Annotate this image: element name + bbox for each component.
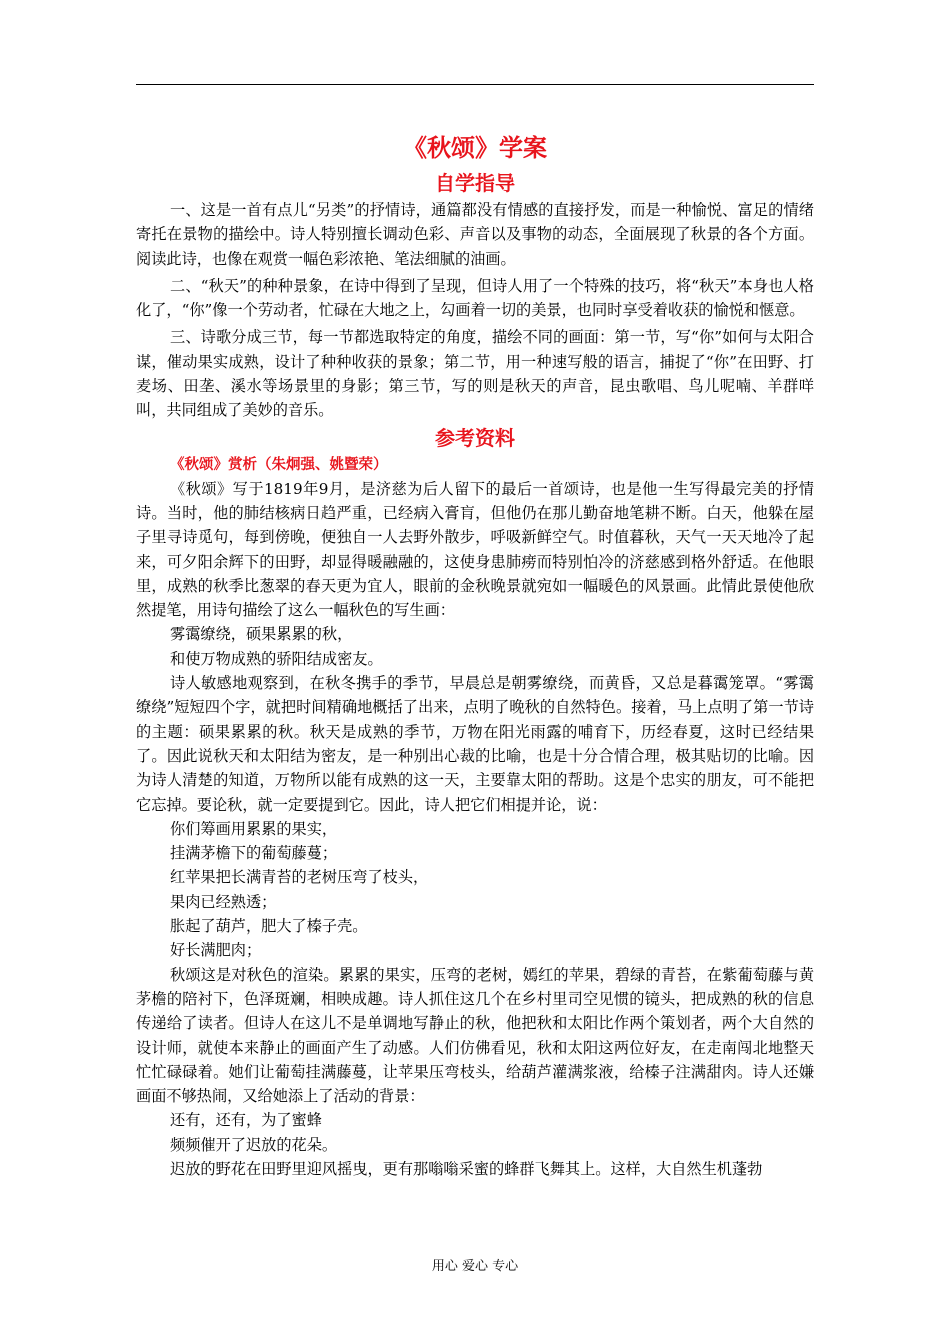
section-heading-guide: 自学指导: [435, 171, 515, 195]
verse-line: 和使万物成熟的骄阳结成密友。: [170, 649, 383, 668]
verse-line: 红苹果把长满青苔的老树压弯了枝头，: [170, 868, 429, 887]
verse-line: 频频催开了迟放的花朵。: [170, 1135, 338, 1154]
verse-line: 果肉已经熟透；: [170, 892, 277, 911]
verse-line: 你们筹画用累累的果实，: [170, 819, 338, 838]
reference-subtitle: 《秋颂》赏析（朱炯强、姚暨荣）: [170, 455, 388, 473]
verse-line: 好长满肥肉；: [170, 941, 262, 960]
guide-paragraph-2: 二、“秋天”的种种景象，在诗中得到了呈现，但诗人用了一个特殊的技巧，将“秋天”本身也人格化了，“你”像一个劳动者，忙碌在大地之上，勾画着一切的美景，也同时享受着收获的愉悦和惬意。: [136, 276, 814, 320]
guide-paragraph-1: 一、这是一首有点儿“另类”的抒情诗，通篇都没有情感的直接抒发，而是一种愉悦、富足的情绪寄托在景物的描绘中。诗人特别擅长调动色彩、声音以及事物的动态，全面展现了秋景的各个方面。阅读此诗，也像在观赏一幅色彩浓艳、笔法细腻的油画。: [136, 201, 814, 268]
document-title: 《秋颂》学案: [403, 134, 547, 162]
verse-line: 雾霭缭绕，硕果累累的秋，: [170, 625, 353, 644]
reference-paragraph-1: 《秋颂》写于1819年9月，是济慈为后人留下的最后一首颂诗，也是他一生写得最完美的抒情诗。当时，他的肺结核病日趋严重，已经病入膏肓，但他仍在那儿勤奋地笔耕不断。白天，他躲在屋子里寻诗觅句，每到傍晚，便独自一人去野外散步，呼吸新鲜空气。时值暮秋，天气一天天地冷了起来，可夕阳余辉下的田野，却显得暖融融的，这使身患肺痨而特别怕冷的济慈感到格外舒适。在他眼里，成熟的秋季比葱翠的春天更为宜人，眼前的金秋晚景就宛如一幅暖色的风景画。此情此景使他欣然提笔，用诗句描绘了这么一幅秋色的写生画：: [136, 479, 814, 620]
reference-paragraph-3: 秋颂这是对秋色的渲染。累累的果实，压弯的老树，嫣红的苹果，碧绿的青苔，在紫葡萄藤与黄茅檐的陪衬下，色泽斑斓，相映成趣。诗人抓住这几个在乡村里司空见惯的镜头，把成熟的秋的信息传递给了读者。但诗人在这儿不是单调地写静止的秋，他把秋和太阳比作两个策划者，两个大自然的设计师，就使本来静止的画面产生了动感。人们仿佛看见，秋和太阳这两位好友，在走南闯北地整天忙忙碌碌着。她们让葡萄挂满藤蔓，让苹果压弯枝头，给葫芦灌满浆液，给榛子注满甜肉。诗人还嫌画面不够热闹，又给她添上了活动的背景：: [136, 965, 814, 1106]
page-footer: 用心 爱心 专心: [431, 1259, 519, 1274]
verse-line: 还有，还有，为了蜜蜂: [170, 1111, 322, 1130]
verse-line: 挂满茅檐下的葡萄藤蔓；: [170, 844, 338, 863]
document-body: [136, 128, 814, 1181]
guide-paragraph-3: 三、诗歌分成三节，每一节都选取特定的角度，描绘不同的画面：第一节，写“你”如何与太阳合谋，催动果实成熟，设计了种种收获的景象；第二节，用一种速写般的语言，捕捉了“你”在田野、打麦场、田垄、溪水等场景里的身影；第三节，写的则是秋天的声音，昆虫歌唱、鸟儿呢喃、羊群咩叫，共同组成了美妙的音乐。: [136, 328, 814, 420]
header-rule: [136, 84, 814, 85]
verse-line: 胀起了葫芦，肥大了榛子壳。: [170, 917, 368, 936]
section-heading-reference: 参考资料: [435, 425, 515, 450]
reference-paragraph-4: 迟放的野花在田野里迎风摇曳，更有那嗡嗡采蜜的蜂群飞舞其上。这样，大自然生机蓬勃: [170, 1159, 763, 1178]
reference-paragraph-2: 诗人敏感地观察到，在秋冬携手的季节，早晨总是朝雾缭绕，而黄昏，又总是暮霭笼罩。“雾霭缭绕”短短四个字，就把时间精确地概括了出来，点明了晚秋的自然特色。接着，马上点明了第一节诗的主题：硕果累累的秋。秋天是成熟的季节，万物在阳光雨露的哺育下，历经春夏，这时已经结果了。因此说秋天和太阳结为密友，是一种别出心裁的比喻，也是十分合情合理，极其贴切的比喻。因为诗人清楚的知道，万物所以能有成熟的这一天，主要靠太阳的帮助。这是个忠实的朋友，可不能把它忘掉。要论秋，就一定要提到它。因此，诗人把它们相提并论，说：: [136, 674, 814, 814]
